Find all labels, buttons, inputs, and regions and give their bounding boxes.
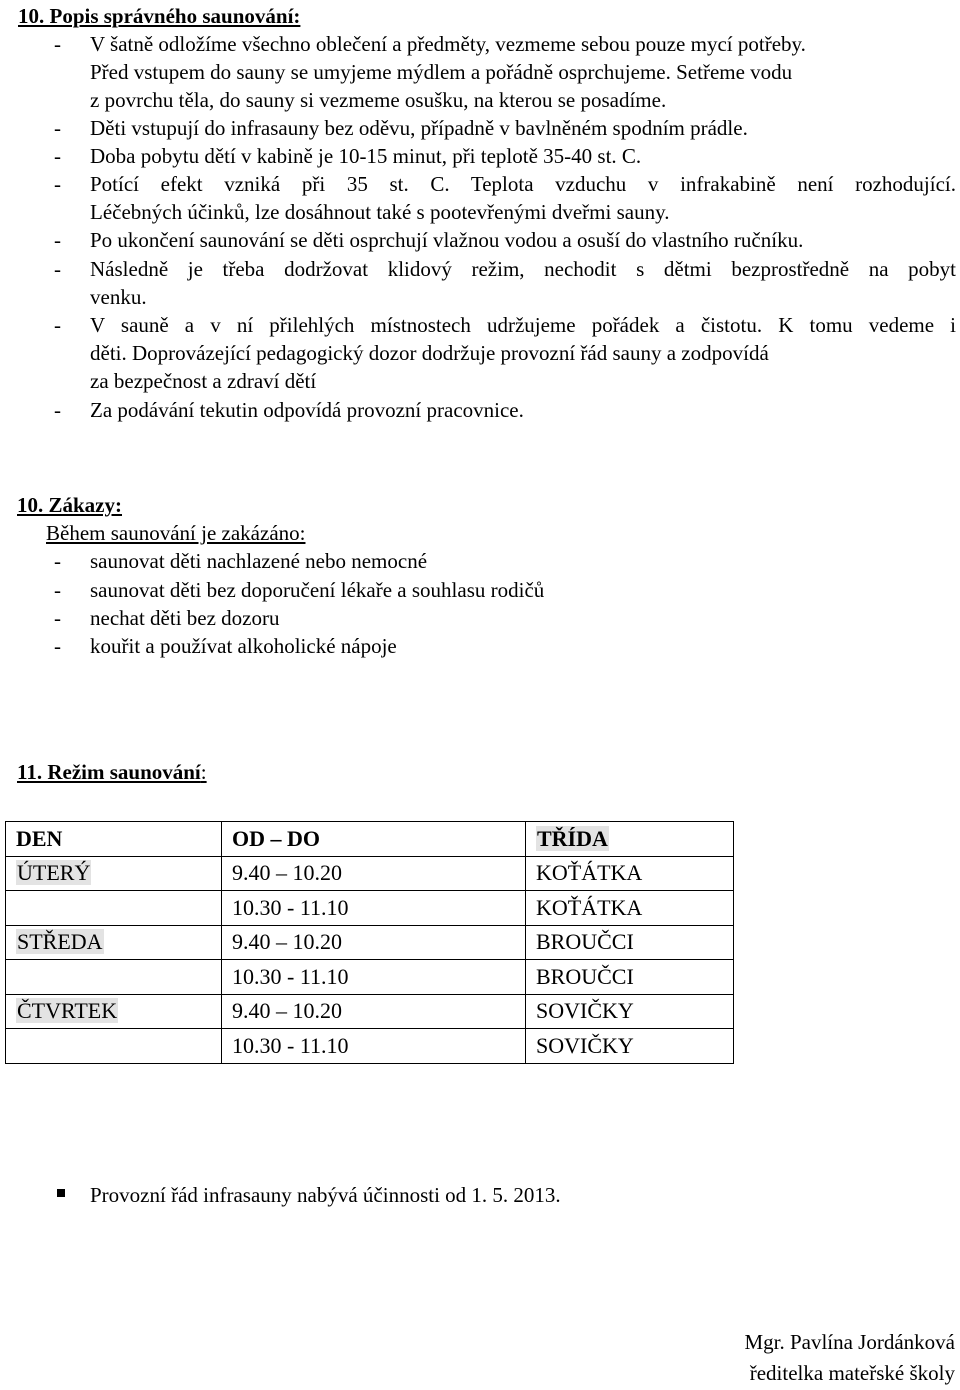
- schedule-table: [5, 821, 734, 1064]
- table-header-cell: [6, 822, 222, 857]
- section-title-rezim-text: 11. Režim saunování: [17, 760, 201, 784]
- table-row: [6, 1029, 734, 1064]
- list-item-line: děti. Doprovázející pedagogický dozor dodržuje provozní řád sauny a zodpovídá: [90, 341, 769, 365]
- header-den: DEN: [16, 825, 63, 851]
- table-cell: [6, 994, 222, 1029]
- day-label: ČTVRTEK: [17, 998, 118, 1024]
- table-row: [6, 925, 734, 960]
- list-dash: -: [54, 116, 61, 140]
- list-item-line: Následně je třeba dodržovat klidový režim, nechodit s dětmi bezprostředně na pobyt: [90, 257, 956, 281]
- header-od-do: OD – DO: [232, 825, 320, 851]
- table-cell: KOŤÁTKA: [526, 856, 734, 891]
- table-header-cell: [222, 822, 526, 857]
- table-cell: BROUČCI: [526, 925, 734, 960]
- list-item-line: V šatně odložíme všechno oblečení a předměty, vezmeme sebou pouze mycí potřeby.: [90, 32, 806, 56]
- list-item-line: Před vstupem do sauny se umyjeme mýdlem a pořádně osprchujeme. Setřeme vodu: [90, 60, 793, 84]
- list-dash: -: [54, 144, 61, 168]
- section-title-zakazy: 10. Zákazy:: [17, 493, 122, 517]
- list-dash: -: [54, 228, 61, 252]
- list-item: kouřit a používat alkoholické nápoje: [90, 634, 397, 658]
- table-cell: SOVIČKY: [526, 994, 734, 1029]
- list-item: saunovat děti nachlazené nebo nemocné: [90, 549, 428, 573]
- table-cell: 9.40 – 10.20: [222, 856, 526, 891]
- table-cell: 9.40 – 10.20: [222, 994, 526, 1029]
- list-item-line: Po ukončení saunování se děti osprchují vlažnou vodou a osuší do vlastního ručníku.: [90, 228, 804, 252]
- list-item-line: z povrchu těla, do sauny si vezmeme osušku, na kterou se posadíme.: [90, 88, 667, 112]
- list-dash: -: [54, 313, 61, 337]
- table-cell: [6, 856, 222, 891]
- square-bullet-icon: [57, 1189, 65, 1197]
- effective-date-note: Provozní řád infrasauny nabývá účinnosti od 1. 5. 2013.: [90, 1183, 561, 1207]
- table-cell: [6, 925, 222, 960]
- table-cell: KOŤÁTKA: [526, 891, 734, 926]
- list-dash: -: [54, 549, 61, 573]
- section-subtitle-zakazy: Během saunování je zakázáno:: [46, 521, 306, 545]
- table-cell: 10.30 - 11.10: [222, 1029, 526, 1064]
- list-dash: -: [54, 634, 61, 658]
- list-item-line: Potící efekt vzniká při 35 st. C. Teplota vzduchu v infrakabině není rozhodující.: [90, 172, 956, 196]
- list-dash: -: [54, 172, 61, 196]
- list-item-line: Doba pobytu dětí v kabině je 10-15 minut, při teplotě 35-40 st. C.: [90, 144, 642, 168]
- table-row: [6, 994, 734, 1029]
- list-dash: -: [54, 606, 61, 630]
- section-title-rezim: [17, 760, 207, 785]
- table-cell: [6, 1029, 222, 1064]
- list-item-line: Děti vstupují do infrasauny bez oděvu, případně v bavlněném spodním prádle.: [90, 116, 748, 140]
- signature-name: Mgr. Pavlína Jordánková: [744, 1330, 955, 1354]
- list-item: nechat děti bez dozoru: [90, 606, 280, 630]
- list-item-line: V sauně a v ní přilehlých místnostech udržujeme pořádek a čistotu. K tomu vedeme i: [90, 313, 956, 337]
- list-item: saunovat děti bez doporučení lékaře a souhlasu rodičů: [90, 578, 545, 602]
- table-row: [6, 891, 734, 926]
- table-header-row: [6, 822, 734, 857]
- day-label: ÚTERÝ: [17, 860, 91, 886]
- header-trida: TŘÍDA: [537, 825, 608, 851]
- table-cell: 10.30 - 11.10: [222, 960, 526, 995]
- table-cell: [6, 960, 222, 995]
- signature-role: ředitelka mateřské školy: [749, 1361, 955, 1385]
- table-cell: BROUČCI: [526, 960, 734, 995]
- list-dash: -: [54, 578, 61, 602]
- table-cell: [6, 891, 222, 926]
- table-cell: 9.40 – 10.20: [222, 925, 526, 960]
- list-dash: -: [54, 257, 61, 281]
- table-row: [6, 856, 734, 891]
- list-item-line: Za podávání tekutin odpovídá provozní pracovnice.: [90, 398, 524, 422]
- list-item-line: Léčebných účinků, lze dosáhnout také s pootevřenými dveřmi sauny.: [90, 200, 670, 224]
- list-dash: -: [54, 398, 61, 422]
- table-header-cell: [526, 822, 734, 857]
- list-item-line: za bezpečnost a zdraví dětí: [90, 369, 317, 393]
- table-cell: SOVIČKY: [526, 1029, 734, 1064]
- section-title-popis: 10. Popis správného saunování:: [18, 4, 301, 28]
- table-cell: 10.30 - 11.10: [222, 891, 526, 926]
- day-label: STŘEDA: [17, 929, 103, 955]
- list-dash: -: [54, 32, 61, 56]
- table-row: [6, 960, 734, 995]
- list-item-line: venku.: [90, 285, 147, 309]
- section-title-rezim-suffix: :: [200, 760, 207, 784]
